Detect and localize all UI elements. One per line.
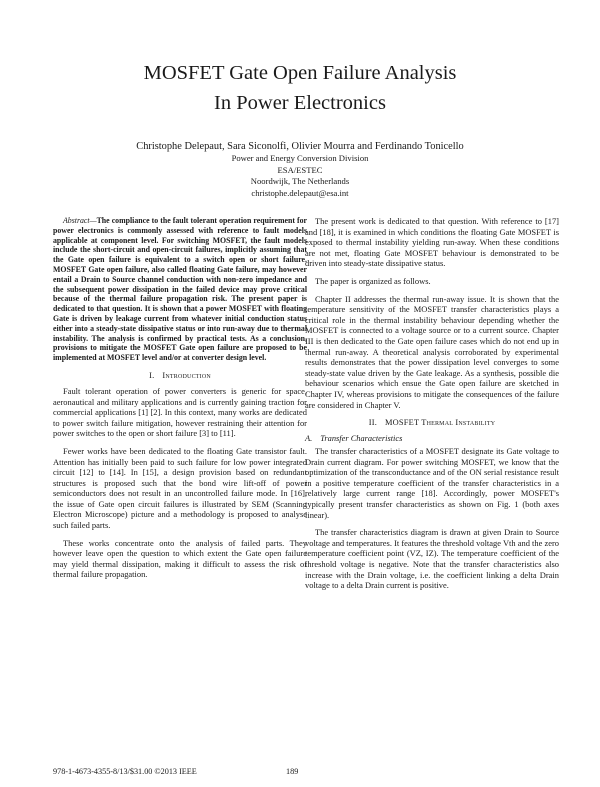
section-heading-thermal-instability	[305, 417, 559, 428]
affiliation	[0, 153, 600, 199]
title-line-2: In Power Electronics	[214, 92, 386, 114]
abstract-text: The compliance to the fault tolerant operation requirement for power electronics is commonly assessed with reference to fault models applicable at component level. For switching MOSFET, the fault models include the short-circuit and open-circuit failures, implicitly assuming that the Gate open failure is equivalent to a switch open or short failure. MOSFET Gate open failure, also called floating Gate failure, may however entail a Drain to Source channel conduction with non-zero impedance and the subsequent power dissipation in the failed device may prove critical because of the thermal failure propagation risk. The present paper is dedicated to that question. It is shown that a power MOSFET with floating Gate is driven by leakage current from whatever initial conduction status either into a steady-state dissipative status or into run-away due to thermal instability. The analysis is confirmed by practical tests. As a conclusion, provisions to mitigate the MOSFET Gate open failure are proposed to be implemented at MOSFET level and/or at converter design level.	[53, 216, 307, 363]
author-list: Christophe Delepaut, Sara Siconolfi, Olivier Mourra and Ferdinando Tonicello	[136, 141, 464, 152]
affiliation-org: ESA/ESTEC	[277, 164, 323, 175]
affiliation-division: Power and Energy Conversion Division	[231, 153, 369, 163]
right-column	[305, 216, 559, 598]
paragraph: The transfer characteristics of a MOSFET designate its Gate voltage to Drain current diagram. For power switching MOSFET, we know that the optimization of the transconductance and of the ON serial resistance result in a positive temperature coefficient of the transfer characteristics in a relatively large current range [18]. Accordingly, power MOSFET's typically present transfer characteristics as shown on Fig. 1 (both axes linear).	[305, 446, 559, 520]
title-line-1: MOSFET Gate Open Failure Analysis	[143, 62, 457, 84]
subsection-heading-transfer-characteristics	[305, 433, 559, 444]
paragraph: The present work is dedicated to that question. With reference to [17] and [18], it is examined in which conditions the floating Gate MOSFET is exposed to thermal instability yielding run-away. When these conditions are not met, floating Gate MOSFET behaviour is demonstrated to be driven into steady-state dissipative status.	[305, 216, 559, 269]
section-title: MOSFET Thermal Instability	[385, 418, 496, 428]
page-number: 189	[286, 767, 299, 776]
abstract-lead: Abstract—	[63, 216, 97, 225]
paragraph: The transfer characteristics diagram is drawn at given Drain to Source voltage and temperatures. It features the threshold voltage Vth and the zero temperature coefficient point (VZ, IZ). The temperature coefficient of the threshold voltage is negative. Note that the transfer characteristics also increase with the Drain voltage, i.e. the coefficient linking a delta Drain voltage to a delta Drain current is positive.	[305, 527, 559, 591]
subsection-title: Transfer Characteristics	[320, 434, 403, 444]
paragraph: Chapter II addresses the thermal run-away issue. It is shown that the temperature sensitivity of the MOSFET transfer characteristics plays a critical role in the thermal instability behaviour depending whether the MOSFET is connected to a voltage source or to a current source. Chapter III is then dedicated to the Gate open failure cases which do not end up in thermal run-away. A theoretical analysis corroborated by experimental results demonstrates that the power dissipation level converges to some steady-state value driven by the Gate leakage. As a synthesis, possible die behaviour scenarios which ensue the Gate open failure are sketched in Chapter IV, whereas provisions to mitigate the consequences of the failure are considered in Chapter V.	[305, 293, 559, 410]
section-number: I.	[149, 370, 155, 380]
section-heading-introduction	[53, 370, 307, 381]
left-column	[53, 216, 307, 587]
paragraph: The paper is organized as follows.	[315, 275, 431, 286]
affiliation-city: Noordwijk, The Netherlands	[250, 176, 350, 186]
paragraph: Fault tolerant operation of power converters is generic for space, aeronautical and military applications and is currently gaining traction for commercial applications [1] [2]. In this context, many works are dedicated to power switch failure mitigation, however restraining their attention for power switches to the open or short failure [3] to [11].	[53, 385, 307, 439]
paper-title	[0, 58, 600, 118]
paragraph: These works concentrate onto the analysis of failed parts. They however leave open the question to which extent the Gate open failure may yield thermal dissipation, making it difficult to assess the risk of thermal failure propagation.	[53, 537, 307, 580]
section-title: Introduction	[162, 370, 211, 380]
paragraph: Fewer works have been dedicated to the floating Gate transistor fault. Attention has initially been paid to such failure for low power integrated circuit [12] to [14]. In [15], a design provision based on redundant structures is proposed such that the bond wire lift-off of power semiconductors does not result in an uncontrolled failure mode. In [16], the issue of Gate open circuit failures is illustrated by SEM (Scanning Electron Microscope) picture and a methodology is proposed to analyse such failed parts.	[53, 445, 307, 531]
author-email: christophe.delepaut@esa.int	[251, 187, 349, 198]
author-block	[0, 140, 600, 199]
copyright-notice: 978-1-4673-4355-8/13/$31.00 ©2013 IEEE	[53, 767, 197, 776]
section-number: II.	[368, 418, 378, 428]
abstract	[53, 216, 307, 363]
subsection-letter: A.	[305, 434, 313, 444]
